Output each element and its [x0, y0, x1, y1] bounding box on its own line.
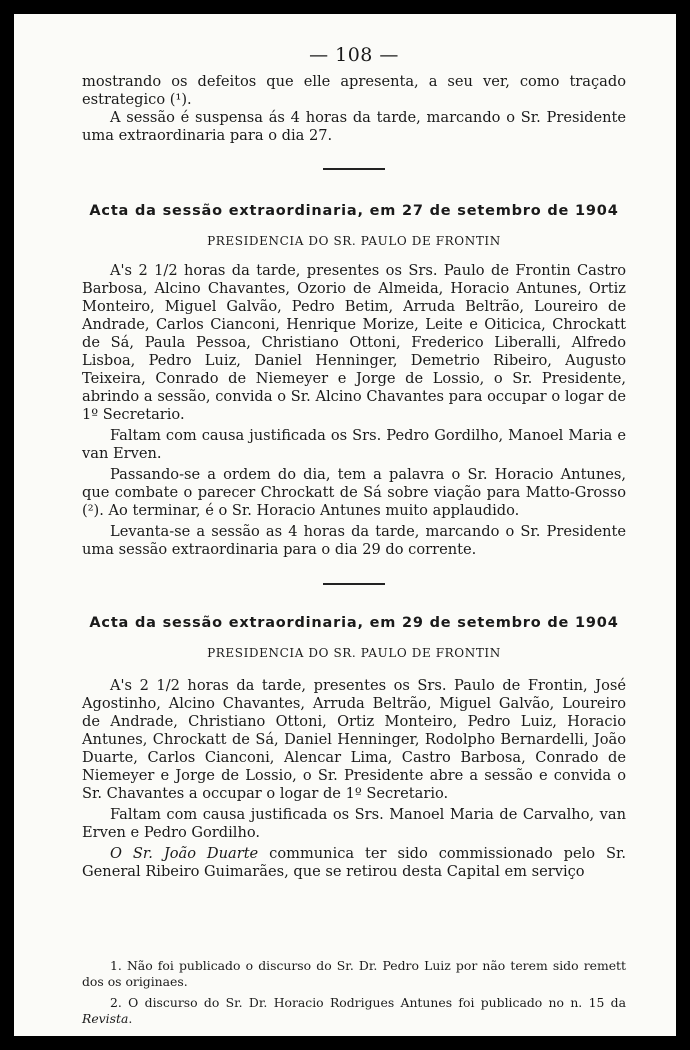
page-number: — 108 —	[309, 44, 399, 66]
section-divider	[323, 583, 385, 585]
section-divider	[323, 168, 385, 170]
intro-continuation: mostrando os defeitos que elle apresenta, a seu ver, como traçado estrategico (¹).	[82, 73, 626, 108]
session-27-presidencia: PRESIDENCIA DO SR. PAULO DE FRONTIN	[207, 234, 501, 248]
session-29-communication	[82, 845, 626, 881]
session-27-absences: Faltam com causa justificada os Srs. Pedro Gordilho, Manoel Maria e van Erven.	[82, 427, 626, 462]
footnote-2-text: 2. O discurso do Sr. Dr. Horacio Rodrigues Antunes foi publicado no n. 15 da	[110, 995, 626, 1010]
footnote-2	[82, 995, 626, 1026]
session-29-absences: Faltam com causa justificada os Srs. Manoel Maria de Carvalho, van Erven e Pedro Gordilho.	[82, 806, 626, 841]
footnote-2-end: .	[128, 1010, 133, 1026]
session-29-attendance: A's 2 1/2 horas da tarde, presentes os Srs. Paulo de Frontin, José Agostinho, Alcino Chavantes, Arruda Beltrão, Miguel Galvão, Loureiro de Andrade, Christiano Ottoni, Ortiz Monteiro, Pedro Luiz, Horacio Antunes, Chrockatt de Sá, Daniel Henninger, Rodolpho Bernardelli, João Duarte, Carlos Cianconi, Alencar Lima, Castro Barbosa, Conrado de Niemeyer e Jorge de Lossio, o Sr. Presidente abre a sessão e convida o Sr. Chavantes a occupar o logar de 1º Secretario.	[82, 677, 626, 802]
session-27-attendance: A's 2 1/2 horas da tarde, presentes os Srs. Paulo de Frontin Castro Barbosa, Alcino Chavantes, Ozorio de Almeida, Horacio Antunes, Ortiz Monteiro, Miguel Galvão, Pedro Betim, Arruda Beltrão, Loureiro de Andrade, Carlos Cianconi, Henrique Morize, Leite e Oiticica, Chrockatt de Sá, Paula Pessoa, Christiano Ottoni, Frederico Liberalli, Alfredo Lisboa, Pedro Luiz, Daniel Henninger, Demetrio Ribeiro, Augusto Teixeira, Conrado de Niemeyer e Jorge de Lossio, o Sr. Presidente, abrindo a sessão, convida o Sr. Alcino Chavantes para occupar o logar de 1º Secretario.	[82, 262, 626, 423]
footnote-1: 1. Não foi publicado o discurso do Sr. Dr. Pedro Luiz por não terem sido remett dos os originaes.	[82, 958, 626, 989]
speaker-name: O Sr. João Duarte	[110, 845, 259, 862]
communication-text: communica ter sido commissionado pelo Sr. General Ribeiro Guimarães, que se retirou desta Capital em serviço	[82, 845, 626, 880]
page-content	[82, 14, 626, 881]
footnotes	[82, 958, 626, 1026]
session-29-title: Acta da sessão extraordinaria, em 29 de setembro de 1904	[89, 615, 619, 631]
session-27-closing: Levanta-se a sessão as 4 horas da tarde, marcando o Sr. Presidente uma sessão extraordinaria para o dia 29 do corrente.	[82, 523, 626, 558]
footnote-2-journal: Revista	[82, 1010, 129, 1026]
intro-suspension: A sessão é suspensa ás 4 horas da tarde, marcando o Sr. Presidente uma extraordinaria para o dia 27.	[82, 109, 626, 144]
session-27-order-of-day: Passando-se a ordem do dia, tem a palavra o Sr. Horacio Antunes, que combate o parecer Chrockatt de Sá sobre viação para Matto-Grosso (²). Ao terminar, é o Sr. Horacio Antunes muito applaudido.	[82, 466, 626, 519]
document-page	[14, 14, 676, 1036]
session-27-title: Acta da sessão extraordinaria, em 27 de setembro de 1904	[89, 203, 619, 219]
session-29-presidencia: PRESIDENCIA DO SR. PAULO DE FRONTIN	[207, 646, 501, 660]
